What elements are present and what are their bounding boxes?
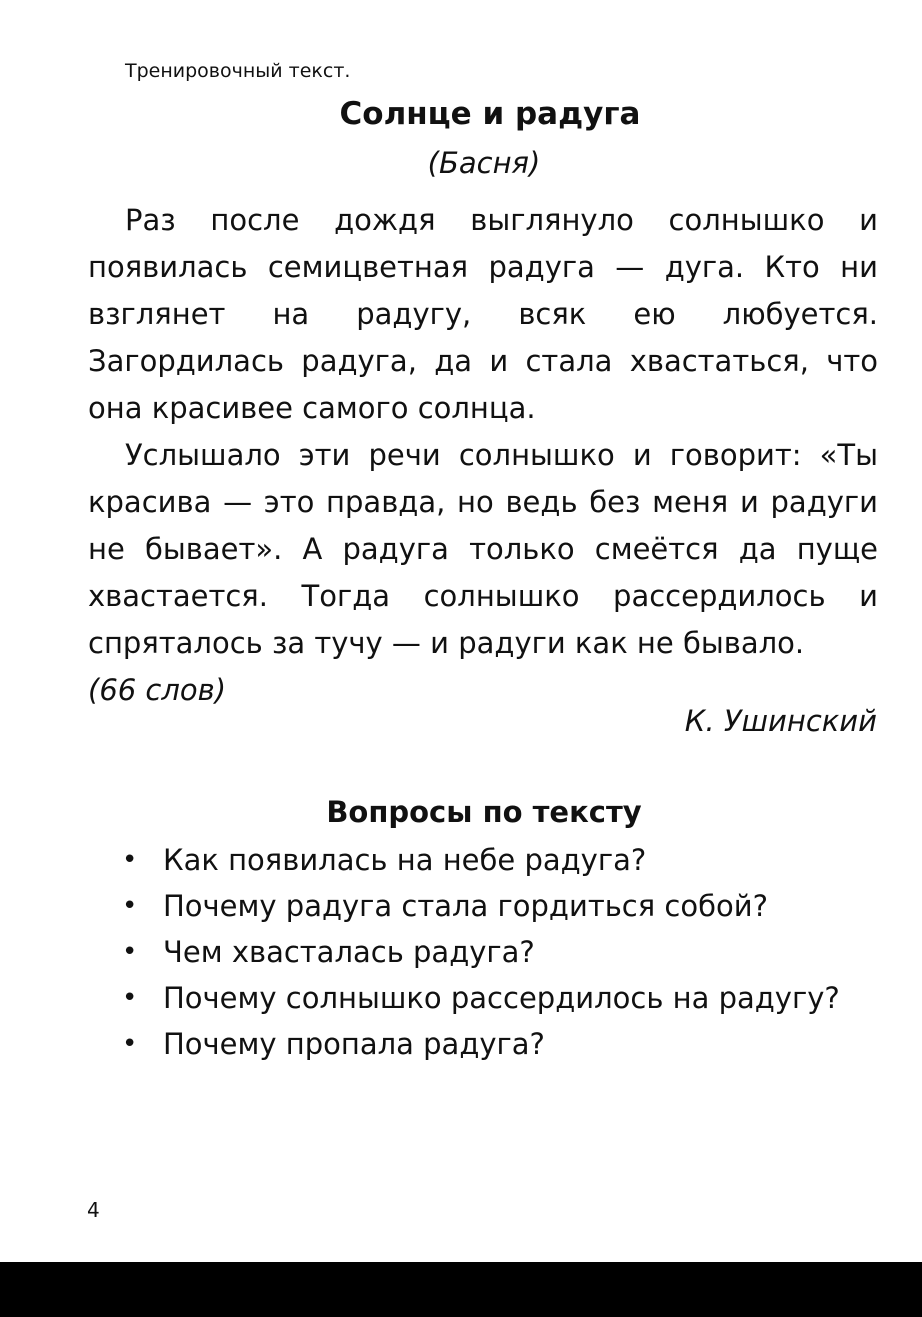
question-item <box>118 837 878 883</box>
question-text: Как появилась на небе радуга? <box>163 843 647 877</box>
questions-list <box>118 837 878 1067</box>
question-text: Почему пропала радуга? <box>163 1027 545 1061</box>
question-item <box>118 975 878 1021</box>
question-item <box>118 1021 878 1067</box>
scan-bottom-border <box>0 1262 922 1317</box>
bullet-icon: • <box>122 983 138 1013</box>
header-label: Тренировочный текст. <box>125 60 351 82</box>
bullet-icon: • <box>122 891 138 921</box>
question-item <box>118 883 878 929</box>
story-text <box>88 197 878 714</box>
page-subtitle: (Басня) <box>427 146 541 180</box>
paragraph-1: Раз после дождя выглянуло солнышко и появилась семицветная радуга — дуга. Кто ни взглянет на радугу, всяк ею любуется. Загордилась радуга, да и стала хвастаться, что она красивее самого солнца. <box>88 203 878 425</box>
question-text: Чем хвасталась радуга? <box>163 935 535 969</box>
question-item <box>118 929 878 975</box>
question-text: Почему солнышко рассердилось на радугу? <box>163 981 840 1015</box>
bullet-icon: • <box>122 1029 138 1059</box>
question-text: Почему радуга стала гордиться собой? <box>163 889 768 923</box>
bullet-icon: • <box>122 937 138 967</box>
bullet-icon: • <box>122 845 138 875</box>
page-title: Солнце и радуга <box>339 96 641 132</box>
page-number: 4 <box>87 1198 100 1222</box>
questions-title: Вопросы по тексту <box>326 795 642 829</box>
paragraph-2 <box>88 432 878 667</box>
author-name: К. Ушинский <box>684 704 877 738</box>
word-count: (66 слов) <box>88 673 227 707</box>
paragraph-2-text: Услышало эти речи солнышко и говорит: «Ты красива — это правда, но ведь без меня и радуги не бывает». А радуга только смеётся да пуще хвастается. Тогда солнышко рассердилось и спряталось за тучу — и радуги как не бывало. <box>88 438 878 660</box>
